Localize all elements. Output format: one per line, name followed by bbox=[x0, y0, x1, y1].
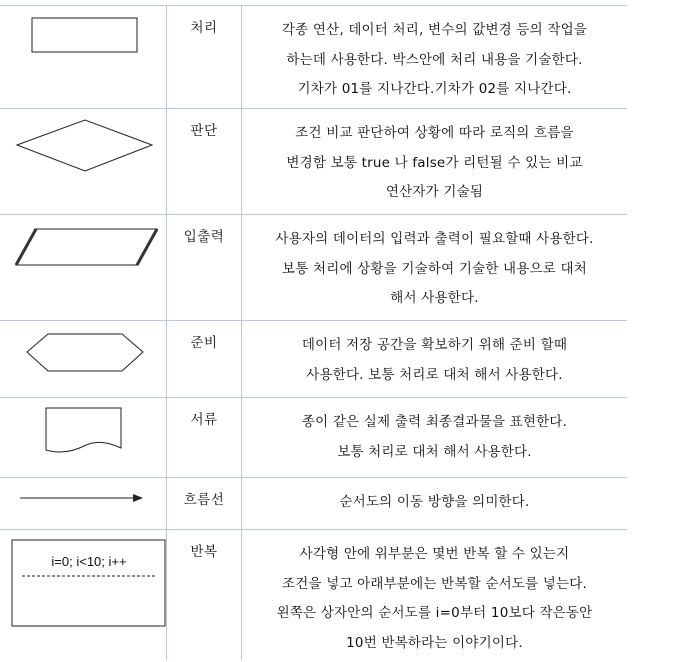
symbol-name-cell bbox=[167, 530, 242, 660]
table-row bbox=[0, 478, 627, 530]
symbol-desc-cell bbox=[242, 321, 628, 398]
symbol-desc-cell bbox=[242, 215, 628, 321]
symbol-name-cell bbox=[167, 478, 242, 530]
symbol-name-cell bbox=[167, 398, 242, 478]
loop-box-icon bbox=[0, 530, 166, 660]
symbol-name: 서류 bbox=[190, 412, 218, 428]
desc-line: 각종 연산, 데이터 처리, 변수의 값변경 등의 작업을 bbox=[281, 22, 588, 38]
symbol-desc-cell bbox=[242, 109, 628, 215]
symbol-description bbox=[242, 109, 627, 208]
symbol-cell bbox=[0, 398, 167, 478]
desc-line: 왼쪽은 상자안의 순서도를 i=0부터 10보다 작은동안 bbox=[276, 605, 593, 621]
symbol-name: 처리 bbox=[190, 20, 218, 36]
desc-line: 조건 비교 판단하여 상황에 따라 로직의 흐름을 bbox=[295, 125, 574, 141]
symbol-name: 판단 bbox=[190, 123, 218, 139]
desc-line: 사각형 안에 위부분은 몇번 반복 할 수 있는지 bbox=[299, 546, 570, 562]
symbol-desc-cell bbox=[242, 398, 628, 478]
symbol-name-cell bbox=[167, 321, 242, 398]
symbol-name-cell bbox=[167, 215, 242, 321]
symbol-description bbox=[242, 6, 627, 105]
desc-line: 보통 처리에 상황을 기술하여 기술한 내용으로 대처 bbox=[281, 260, 587, 277]
symbol-name-cell bbox=[167, 6, 242, 109]
table-row bbox=[0, 215, 627, 321]
table-row bbox=[0, 530, 627, 660]
symbol-cell bbox=[0, 6, 167, 109]
desc-line: 보통 처리로 대처 해서 사용한다. bbox=[337, 443, 532, 460]
desc-line: 사용한다. 보통 처리로 대처 해서 사용한다. bbox=[306, 366, 563, 383]
desc-line: 하는데 사용한다. 박스안에 처리 내용을 기술한다. bbox=[286, 51, 583, 68]
symbol-name: 입출력 bbox=[183, 229, 225, 245]
preparation-hexagon-icon bbox=[0, 321, 166, 398]
desc-line: 종이 같은 실제 출력 최종결과물을 표현한다. bbox=[301, 414, 568, 430]
symbol-description bbox=[242, 398, 627, 467]
symbol-name-cell bbox=[167, 109, 242, 215]
table-row bbox=[0, 109, 627, 215]
decision-diamond-icon bbox=[0, 109, 166, 215]
symbol-description bbox=[242, 215, 627, 314]
flow-arrow-icon bbox=[0, 478, 166, 530]
symbol-description bbox=[242, 478, 627, 518]
process-rectangle-icon bbox=[0, 6, 166, 109]
symbol-desc-cell bbox=[242, 530, 628, 660]
loop-condition-label: i=0; i<10; i++ bbox=[51, 554, 127, 569]
desc-line: 순서도의 이동 방향을 의미한다. bbox=[339, 494, 530, 510]
symbol-name: 반복 bbox=[190, 544, 218, 560]
symbol-cell bbox=[0, 215, 167, 321]
symbol-description bbox=[242, 321, 627, 390]
desc-line: 사용자의 데이터의 입력과 출력이 필요할때 사용한다. bbox=[275, 231, 594, 247]
desc-line: 데이터 저장 공간을 확보하기 위해 준비 할때 bbox=[301, 337, 568, 353]
desc-line: 10번 반복하라는 이야기이다. bbox=[346, 634, 523, 651]
symbol-cell bbox=[0, 109, 167, 215]
desc-line: 해서 사용한다. bbox=[390, 290, 479, 306]
symbol-cell bbox=[0, 321, 167, 398]
desc-line: 연산자가 기술됨 bbox=[385, 184, 484, 200]
io-parallelogram-icon bbox=[0, 215, 166, 321]
desc-line: 조건을 넣고 아래부분에는 반복할 순서도를 넣는다. bbox=[281, 575, 587, 592]
symbol-cell bbox=[0, 478, 167, 530]
table-row bbox=[0, 398, 627, 478]
symbol-desc-cell bbox=[242, 478, 628, 530]
symbol-name: 준비 bbox=[190, 335, 218, 351]
desc-line: 변경함 보통 true 나 false가 리턴될 수 있는 비교 bbox=[286, 154, 583, 171]
table-row bbox=[0, 321, 627, 398]
table-row bbox=[0, 6, 627, 109]
symbol-name: 흐름선 bbox=[183, 492, 225, 508]
symbol-desc-cell bbox=[242, 6, 628, 109]
symbol-description bbox=[242, 530, 627, 658]
desc-line: 기차가 01를 지나간다.기차가 02를 지나간다. bbox=[297, 81, 572, 97]
flowchart-symbol-table bbox=[0, 5, 627, 660]
document-shape-icon bbox=[0, 398, 166, 478]
symbol-cell bbox=[0, 530, 167, 660]
